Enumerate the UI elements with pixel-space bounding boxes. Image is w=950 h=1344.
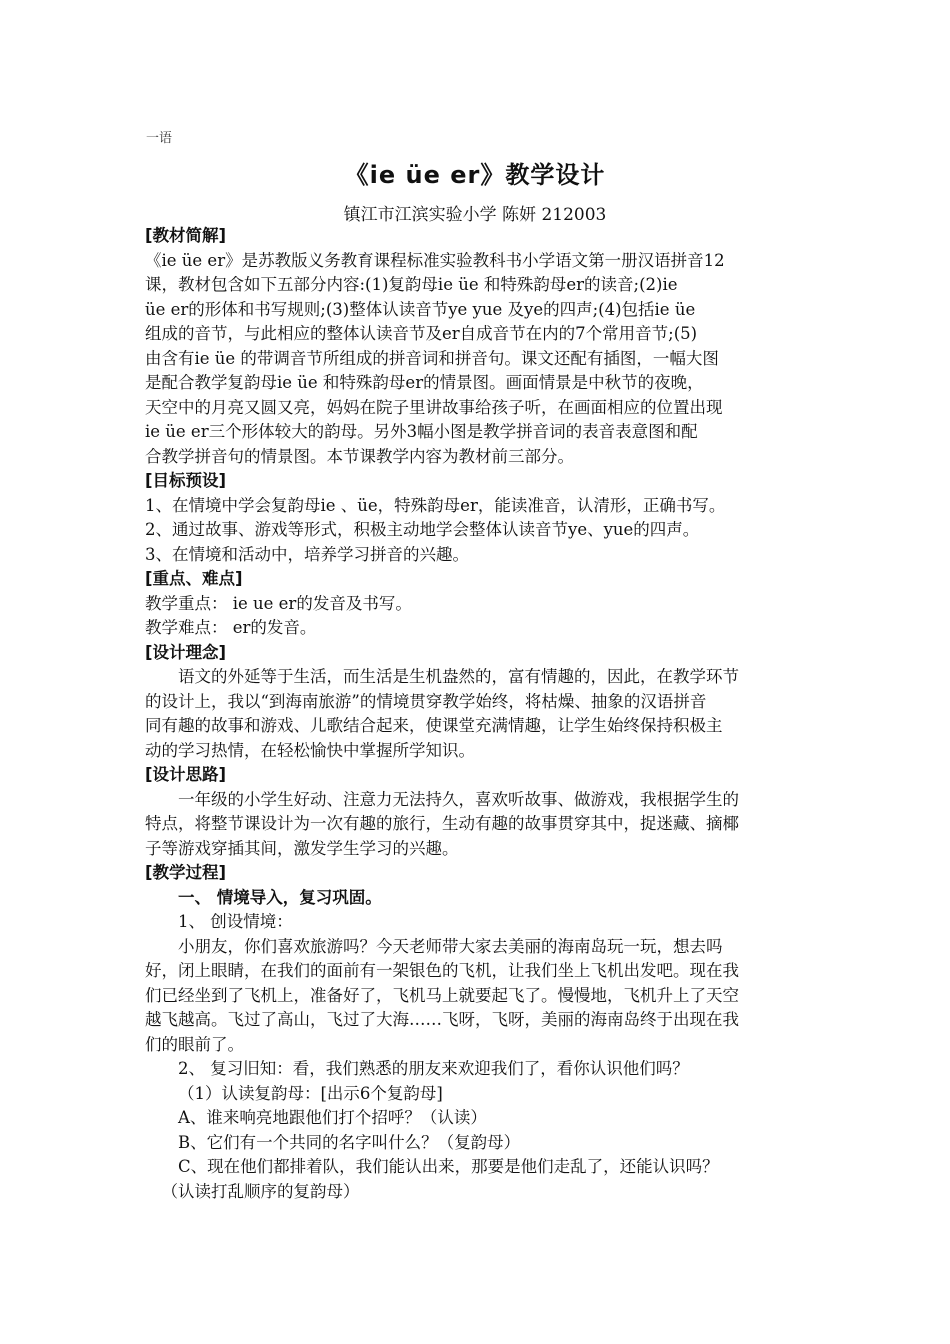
list-item: （认读打乱顺序的复韵母） [161,1181,360,1201]
paragraph-line: üe er的形体和书写规则;(3)整体认读音节ye yue 及ye的四声;(4)包括ie üe [145,299,696,319]
paragraph-line: 们已经坐到了飞机上，准备好了，飞机马上就要起飞了。慢慢地，飞机升上了天空 [145,985,739,1005]
document-body [145,224,809,1204]
sub-heading: 1、 创设情境： [178,912,293,931]
paragraph-line: 越飞越高。飞过了高山，飞过了大海……飞呀，飞呀，美丽的海南岛终于出现在我 [145,1010,739,1029]
paragraph-line: 合教学拼音句的情景图。本节课教学内容为教材前三部分。 [145,446,574,466]
sub-heading: 2、 复习旧知：看，我们熟悉的朋友来欢迎我们了，看你认识他们吗？ [178,1059,689,1078]
list-item: 教学重点： ie ue er的发音及书写。 [145,593,412,613]
paragraph-line: 好，闭上眼睛，在我们的面前有一架银色的飞机，让我们坐上飞机出发吧。现在我 [145,961,739,980]
paragraph-line: 《ie üe er》是苏教版义务教育课程标准实验教科书小学语文第一册汉语拼音12 [145,250,725,270]
list-item: 1、在情境中学会复韵母ie 、üe，特殊韵母er，能读准音，认清形，正确书写。 [145,495,726,515]
section-heading: [设计思路] [145,765,227,784]
section-heading: [目标预设] [145,471,227,490]
paragraph-line: 一年级的小学生好动、注意力无法持久，喜欢听故事、做游戏，我根据学生的 [178,789,739,809]
header-mark: 一语 [146,131,173,146]
paragraph-line: 特点，将整节课设计为一次有趣的旅行，生动有趣的故事贯穿其中，捉迷藏、摘椰 [145,814,739,833]
list-item: 2、通过故事、游戏等形式，积极主动地学会整体认读音节ye、yue的四声。 [145,520,700,539]
paragraph-line: 小朋友，你们喜欢旅游吗？今天老师带大家去美丽的海南岛玩一玩，想去吗 [178,936,723,956]
author-line: 镇江市江滨实验小学 陈妍 212003 [343,205,607,225]
list-item: C、现在他们都排着队，我们能认出来，那要是他们走乱了，还能认识吗？ [178,1157,719,1176]
paragraph-line: ie üe er三个形体较大的韵母。另外3幅小图是教学拼音词的表音表意图和配 [145,422,698,441]
document-title: 《ie üe er》教学设计 [344,161,606,189]
paragraph-line: 是配合教学复韵母ie üe 和特殊韵母er的情景图。画面情景是中秋节的夜晚， [145,373,704,392]
paragraph-line: 同有趣的故事和游戏、儿歌结合起来，使课堂充满情趣，让学生始终保持积极主 [145,716,723,735]
section-heading: [重点、难点] [145,569,243,588]
paragraph-line: 的设计上，我以“到海南旅游”的情境贯穿教学始终，将枯燥、抽象的汉语拼音 [145,691,707,711]
paragraph-line: 动的学习热情，在轻松愉快中掌握所学知识。 [145,740,475,760]
section-heading: [教学过程] [145,863,227,882]
paragraph-line: 们的眼前了。 [145,1034,244,1054]
step-heading: 一、 情境导入，复习巩固。 [178,887,382,907]
list-item: B、它们有一个共同的名字叫什么？（复韵母） [178,1132,521,1152]
paragraph-line: 语文的外延等于生活，而生活是生机盎然的，富有情趣的，因此，在教学环节 [178,667,739,686]
list-item: A、谁来响亮地跟他们打个招呼？（认读） [178,1108,487,1127]
paragraph-line: 由含有ie üe 的带调音节所组成的拼音词和拼音句。课文还配有插图，一幅大图 [145,348,719,368]
section-heading: [教材简解] [145,226,227,245]
list-item: 3、在情境和活动中，培养学习拼音的兴趣。 [145,544,469,564]
list-item: （1）认读复韵母：[出示6个复韵母] [178,1083,443,1103]
paragraph-line: 课，教材包含如下五部分内容:(1)复韵母ie üe 和特殊韵母er的读音;(2)ie [145,275,678,294]
list-item: 教学难点： er的发音。 [145,618,317,637]
paragraph-line: 天空中的月亮又圆又亮，妈妈在院子里讲故事给孩子听，在画面相应的位置出现 [145,397,723,417]
section-heading: [设计理念] [145,642,227,662]
paragraph-line: 组成的音节，与此相应的整体认读音节及er自成音节在内的7个常用音节;(5) [145,324,698,343]
paragraph-line: 子等游戏穿插其间，激发学生学习的兴趣。 [145,838,459,858]
